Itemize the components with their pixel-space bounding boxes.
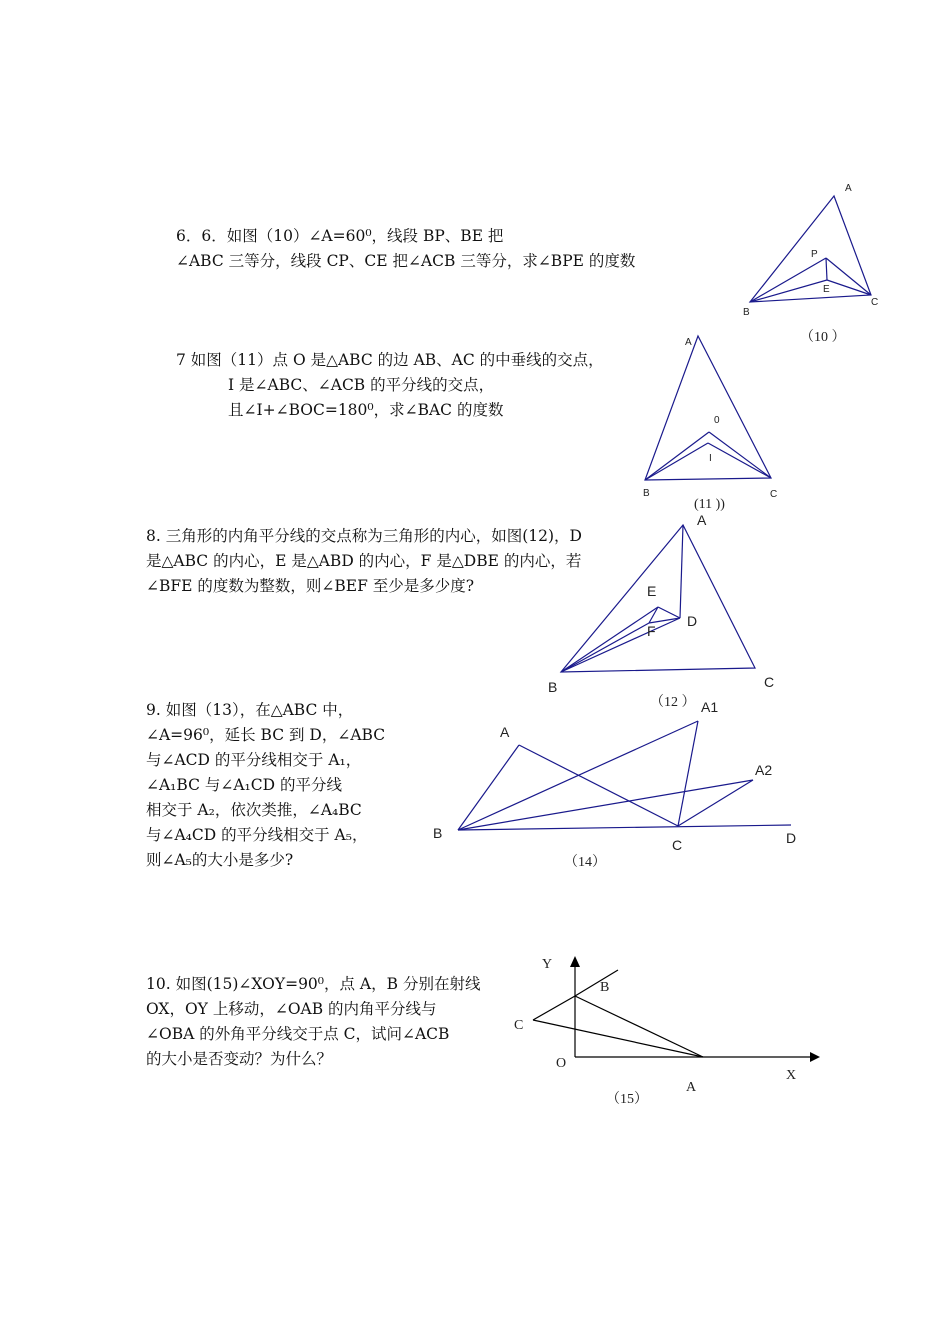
problem-8-line-1: 8. 三角形的内角平分线的交点称为三角形的内心，如图(12)，D [146, 527, 582, 545]
fig12-label-c: C [764, 674, 775, 690]
fig14-label-c: C [672, 837, 683, 853]
figure-15-lines [533, 956, 820, 1062]
problem-9-line-1: 9. 如图（13），在△ABC 中， [146, 701, 354, 719]
fig11-label-i: I [709, 453, 712, 464]
fig11-caption: (11 )) [694, 497, 725, 512]
fig11-label-c: C [770, 489, 778, 500]
problem-10-line-2: OX，OY 上移动，∠OAB 的内角平分线与 [146, 1000, 437, 1018]
fig14-label-a1: A1 [701, 699, 719, 715]
problem-6-line-1: 6．6．如图（10）∠A=60⁰，线段 BP、BE 把 [176, 227, 504, 245]
fig11-label-o: 0 [714, 415, 720, 426]
problem-8-line-3: ∠BFE 的度数为整数，则∠BEF 至少是多少度? [146, 577, 475, 595]
figure-11-lines [645, 336, 771, 480]
fig15-caption: （15） [606, 1092, 648, 1107]
problem-7-line-1: 7 如图（11）点 O 是△ABC 的边 AB、AC 的中垂线的交点， [176, 351, 604, 369]
fig12-caption: （12 ） [650, 695, 696, 710]
problem-7-line-2: I 是∠ABC、∠ACB 的平分线的交点， [228, 376, 495, 394]
fig12-label-b: B [548, 679, 558, 695]
problem-10-line-4: 的大小是否变动？为什么？ [146, 1050, 333, 1068]
fig10-label-p: P [811, 249, 818, 260]
fig15-label-o: O [556, 1056, 567, 1071]
problem-10-line-1: 10. 如图(15)∠XOY=90⁰，点 A，B 分别在射线 [146, 975, 481, 993]
problem-9-line-5: 相交于 A₂，依次类推，∠A₄BC [146, 801, 362, 819]
fig14-caption: （14） [564, 855, 606, 870]
fig11-label-b: B [643, 488, 650, 499]
problem-6-line-2: ∠ABC 三等分，线段 CP、CE 把∠ACB 三等分，求∠BPE 的度数 [176, 252, 636, 270]
fig15-label-x: X [786, 1068, 797, 1083]
fig14-label-d: D [786, 830, 797, 846]
figure-12-lines [561, 525, 755, 672]
fig15-label-a: A [686, 1080, 697, 1095]
fig12-label-e: E [647, 583, 657, 599]
fig15-label-y: Y [542, 957, 553, 972]
fig10-caption: （10 ） [800, 330, 846, 345]
fig12-label-d: D [687, 613, 698, 629]
fig10-label-c: C [871, 297, 879, 308]
fig12-label-f: F [647, 623, 656, 639]
problem-9-line-7: 则∠A₅的大小是多少? [146, 851, 294, 869]
problem-10-line-3: ∠OBA 的外角平分线交于点 C，试问∠ACB [146, 1025, 450, 1043]
fig15-label-c: C [514, 1018, 524, 1033]
y-axis-arrow-icon [570, 956, 580, 967]
fig12-label-a: A [697, 512, 707, 528]
problem-9-line-4: ∠A₁BC 与∠A₁CD 的平分线 [146, 776, 342, 794]
problem-7-line-3: 且∠I+∠BOC=180⁰，求∠BAC 的度数 [228, 401, 504, 419]
x-axis-arrow-icon [810, 1052, 820, 1062]
fig15-label-b: B [600, 980, 610, 995]
problem-9-line-2: ∠A=96⁰，延长 BC 到 D，∠ABC [146, 726, 386, 744]
fig14-label-a2: A2 [755, 762, 773, 778]
fig14-label-a: A [500, 724, 510, 740]
problem-9-line-6: 与∠A₄CD 的平分线相交于 A₅， [146, 826, 368, 844]
fig10-label-e: E [823, 284, 830, 295]
problem-9-line-3: 与∠ACD 的平分线相交于 A₁， [146, 751, 362, 769]
fig10-label-a: A [845, 183, 852, 194]
fig10-label-b: B [743, 307, 750, 318]
fig14-label-b: B [433, 825, 443, 841]
fig11-label-a: A [685, 337, 692, 348]
problem-8-line-2: 是△ABC 的内心，E 是△ABD 的内心，F 是△DBE 的内心，若 [146, 552, 582, 570]
